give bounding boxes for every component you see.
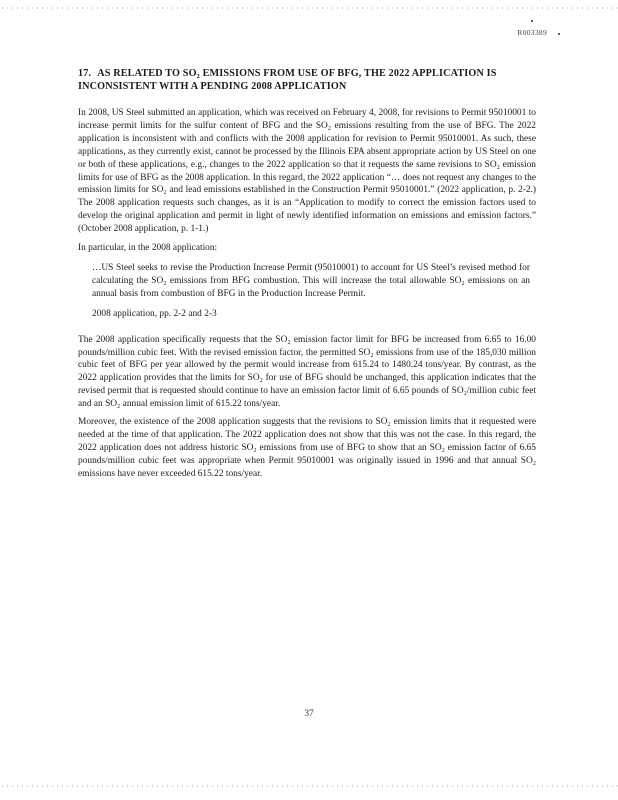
paragraph-emission-factor: The 2008 application specifically requests that the SO₂ emission factor limit for BFG be increased from 6.65 to 16.00 pounds/million cubic feet. With the revised emission factor, the permitted SO₂ emissions from use of the 185,030 million cubic feet of BFG per year allowed by the permit would increase from 615.24 to 1480.24 tons/year. By contrast, as the 2022 application provides that the limits for SO₂ for use of BFG should be unchanged, this application indicates that the revised permit that is requested should continue to have an emission factor limit of 6.65 pounds of SO₂/million cubic feet and an SO₂ annual emission limit of 615.22 tons/year.: [78, 334, 536, 410]
page-number: 37: [304, 709, 314, 719]
paragraph-intro: In particular, in the 2008 application:: [78, 243, 218, 254]
scan-speck: [531, 20, 533, 22]
section-title: AS RELATED TO SO₂ EMISSIONS FROM USE OF BFG, THE 2022 APPLICATION IS INCONSISTENT WITH A PENDING 2008 APPLICATION: [78, 68, 497, 92]
block-quote: …US Steel seeks to revise the Production Increase Permit (95010001) to account for US Steel’s revised method for calculating the SO₂ emissions from BFG combustion. This will increase the total allowable SO₂ emissions on an annual basis from combustion of BFG in the Production Increase Permit.: [92, 262, 530, 299]
section-heading: [78, 67, 536, 93]
scan-edge-top: [0, 7, 618, 9]
section-number: 17.: [78, 68, 92, 79]
scan-edge-bottom: [0, 785, 618, 787]
document-body: [78, 67, 536, 481]
paragraph-moreover: Moreover, the existence of the 2008 application suggests that the revisions to SO₂ emission limits that it requested were needed at the time of that application. The 2022 application does not show that this was not the case. In this regard, the 2022 application does not address historic SO₂ emissions from use of BFG to show that an SO₂ emission factor of 6.65 pounds/million cubic feet was appropriate when Permit 95010001 was originally issued in 1996 and that annual SO₂ emissions have never exceeded 615.22 tons/year.: [78, 417, 536, 479]
bates-number: R003389: [517, 28, 547, 37]
scan-speck: [558, 33, 560, 35]
quote-citation: 2008 application, pp. 2-2 and 2-3: [92, 308, 217, 319]
paragraph-2008-application: In 2008, US Steel submitted an application, which was received on February 4, 2008, for revisions to Permit 95010001 to increase permit limits for the sulfur content of BFG and the SO₂ emissions resulting from the use of BFG. The 2022 application is inconsistent with and conflicts with the 2008 application for revision to Permit 95010001. As such, these applications, as they currently exist, cannot be processed by the Illinois EPA absent appropriate action by US Steel on one or both of these applications, e.g., changes to the 2022 application so that it requests the same revisions to SO₂ emission limits for use of BFG as the 2008 application. In this regard, the 2022 application “… does not request any changes to the emission limits for SO₂ and lead emissions established in the Construction Permit 95010001.” (2022 application, p. 2-2.) The 2008 application requests such changes, as it is an “Application to modify to correct the emission factors used to develop the original application and permit in light of newly identified information on emissions and emission factors.” (October 2008 application, p. 1-1.): [78, 108, 536, 235]
